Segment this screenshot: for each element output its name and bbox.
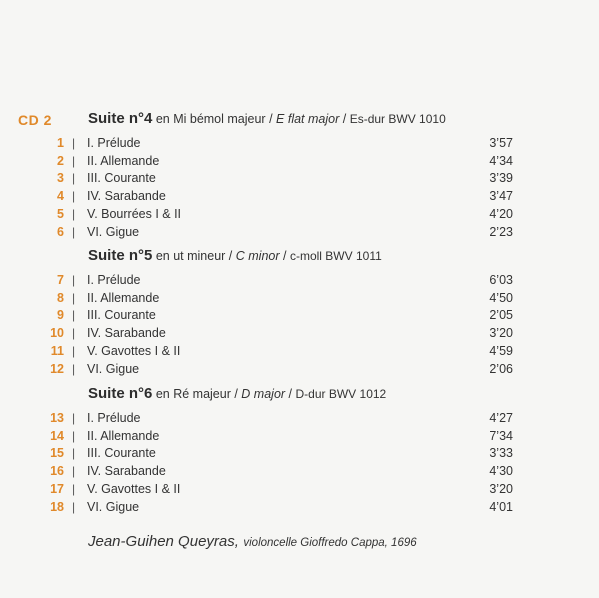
track-title: V. Gavottes I & II xyxy=(87,481,181,496)
track-row xyxy=(0,225,599,243)
track-title: II. Allemande xyxy=(87,153,160,168)
suite-key-sep: / xyxy=(283,249,287,263)
track-title: VI. Gigue xyxy=(87,499,140,514)
track-row xyxy=(0,291,599,309)
suite-key-en: D major xyxy=(241,387,286,401)
track-separator: | xyxy=(72,206,76,221)
track-number: 8 xyxy=(57,290,64,305)
track-row xyxy=(0,464,599,482)
suite-key-en: E flat major xyxy=(276,112,340,126)
suite-key-fr: en Mi bémol majeur / xyxy=(155,112,273,126)
track-separator: | xyxy=(72,446,76,461)
track-duration: 4’01 xyxy=(489,499,513,514)
suite-key-sep: / xyxy=(288,387,293,401)
suite-key-de: Es-dur BWV 1010 xyxy=(349,112,446,126)
track-duration: 4’20 xyxy=(489,206,513,221)
suite-heading xyxy=(88,247,382,264)
track-row xyxy=(0,326,599,344)
track-separator: | xyxy=(72,343,76,358)
track-row xyxy=(0,308,599,326)
track-title: I. Prélude xyxy=(87,273,141,287)
track-number: 5 xyxy=(57,206,64,221)
track-separator: | xyxy=(72,153,76,168)
suite-key-fr: en ut mineur / xyxy=(155,249,233,263)
track-duration: 4’27 xyxy=(489,411,513,425)
track-duration: 3’39 xyxy=(489,171,513,186)
track-duration: 4’59 xyxy=(489,343,513,358)
track-title: II. Allemande xyxy=(87,290,160,305)
suite-heading xyxy=(88,110,446,127)
track-separator: | xyxy=(72,326,76,341)
track-separator: | xyxy=(72,273,76,287)
track-row xyxy=(0,171,599,189)
performer-instrument: violoncelle Gioffredo Cappa, 1696 xyxy=(243,537,417,549)
suite-name: Suite n°6 xyxy=(88,385,153,402)
track-separator: | xyxy=(72,189,76,204)
track-number: 13 xyxy=(50,411,64,425)
track-title: III. Courante xyxy=(87,171,156,186)
track-row xyxy=(0,446,599,464)
track-title: I. Prélude xyxy=(87,411,141,425)
suite-key-en: C minor xyxy=(235,249,280,263)
track-separator: | xyxy=(72,171,76,186)
suite-key-sep: / xyxy=(342,112,347,126)
suite-key-de: c-moll BWV 1011 xyxy=(289,249,382,263)
suite-key-fr: en Ré majeur / xyxy=(155,387,238,401)
track-duration: 2’23 xyxy=(489,224,513,239)
track-title: IV. Sarabande xyxy=(87,464,166,479)
track-separator: | xyxy=(72,428,76,443)
track-separator: | xyxy=(72,290,76,305)
track-number: 18 xyxy=(50,499,64,514)
track-row xyxy=(0,362,599,380)
track-title: VI. Gigue xyxy=(87,361,140,376)
track-separator: | xyxy=(72,136,76,150)
track-duration: 4’30 xyxy=(489,464,513,479)
track-row xyxy=(0,207,599,225)
track-title: IV. Sarabande xyxy=(87,189,166,204)
track-row xyxy=(0,411,599,429)
track-row xyxy=(0,136,599,154)
track-separator: | xyxy=(72,308,76,323)
track-number: 16 xyxy=(50,464,64,479)
suite-name: Suite n°4 xyxy=(88,110,153,127)
track-number: 3 xyxy=(57,171,64,186)
track-title: I. Prélude xyxy=(87,136,141,150)
track-number: 4 xyxy=(57,189,64,204)
track-title: VI. Gigue xyxy=(87,224,140,239)
track-duration: 3’20 xyxy=(489,481,513,496)
track-number: 7 xyxy=(57,273,64,287)
track-row xyxy=(0,273,599,291)
track-separator: | xyxy=(72,224,76,239)
track-separator: | xyxy=(72,464,76,479)
track-number: 2 xyxy=(57,153,64,168)
track-row xyxy=(0,344,599,362)
track-number: 12 xyxy=(50,361,64,376)
track-title: II. Allemande xyxy=(87,428,160,443)
track-duration: 3’33 xyxy=(489,446,513,461)
track-number: 11 xyxy=(50,343,64,358)
track-duration: 3’47 xyxy=(489,189,513,204)
performer-name: Jean-Guihen Queyras, xyxy=(88,533,239,550)
track-title: V. Bourrées I & II xyxy=(87,206,182,221)
track-title: V. Gavottes I & II xyxy=(87,343,181,358)
track-title: III. Courante xyxy=(87,308,156,323)
track-separator: | xyxy=(72,499,76,514)
track-title: III. Courante xyxy=(87,446,156,461)
track-separator: | xyxy=(72,361,76,376)
track-number: 10 xyxy=(50,326,64,341)
track-duration: 6’03 xyxy=(489,273,513,287)
performer-credit xyxy=(88,533,417,551)
track-row xyxy=(0,429,599,447)
track-duration: 4’34 xyxy=(489,153,513,168)
track-duration: 2’05 xyxy=(489,308,513,323)
track-duration: 3’20 xyxy=(489,326,513,341)
track-duration: 3’57 xyxy=(489,136,513,150)
track-number: 15 xyxy=(50,446,64,461)
track-row xyxy=(0,189,599,207)
track-duration: 2’06 xyxy=(489,361,513,376)
suite-key-de: D-dur BWV 1012 xyxy=(295,387,387,401)
cd-label: CD 2 xyxy=(18,112,52,128)
track-row xyxy=(0,500,599,518)
suite-name: Suite n°5 xyxy=(88,247,153,264)
track-number: 1 xyxy=(57,136,64,150)
suite-heading xyxy=(88,385,386,402)
track-number: 9 xyxy=(57,308,64,323)
track-duration: 7’34 xyxy=(489,428,513,443)
track-title: IV. Sarabande xyxy=(87,326,166,341)
track-row xyxy=(0,482,599,500)
track-number: 14 xyxy=(50,428,64,443)
track-separator: | xyxy=(72,481,76,496)
track-duration: 4’50 xyxy=(489,290,513,305)
track-row xyxy=(0,154,599,172)
track-number: 17 xyxy=(50,481,64,496)
track-separator: | xyxy=(72,411,76,425)
track-number: 6 xyxy=(57,224,64,239)
